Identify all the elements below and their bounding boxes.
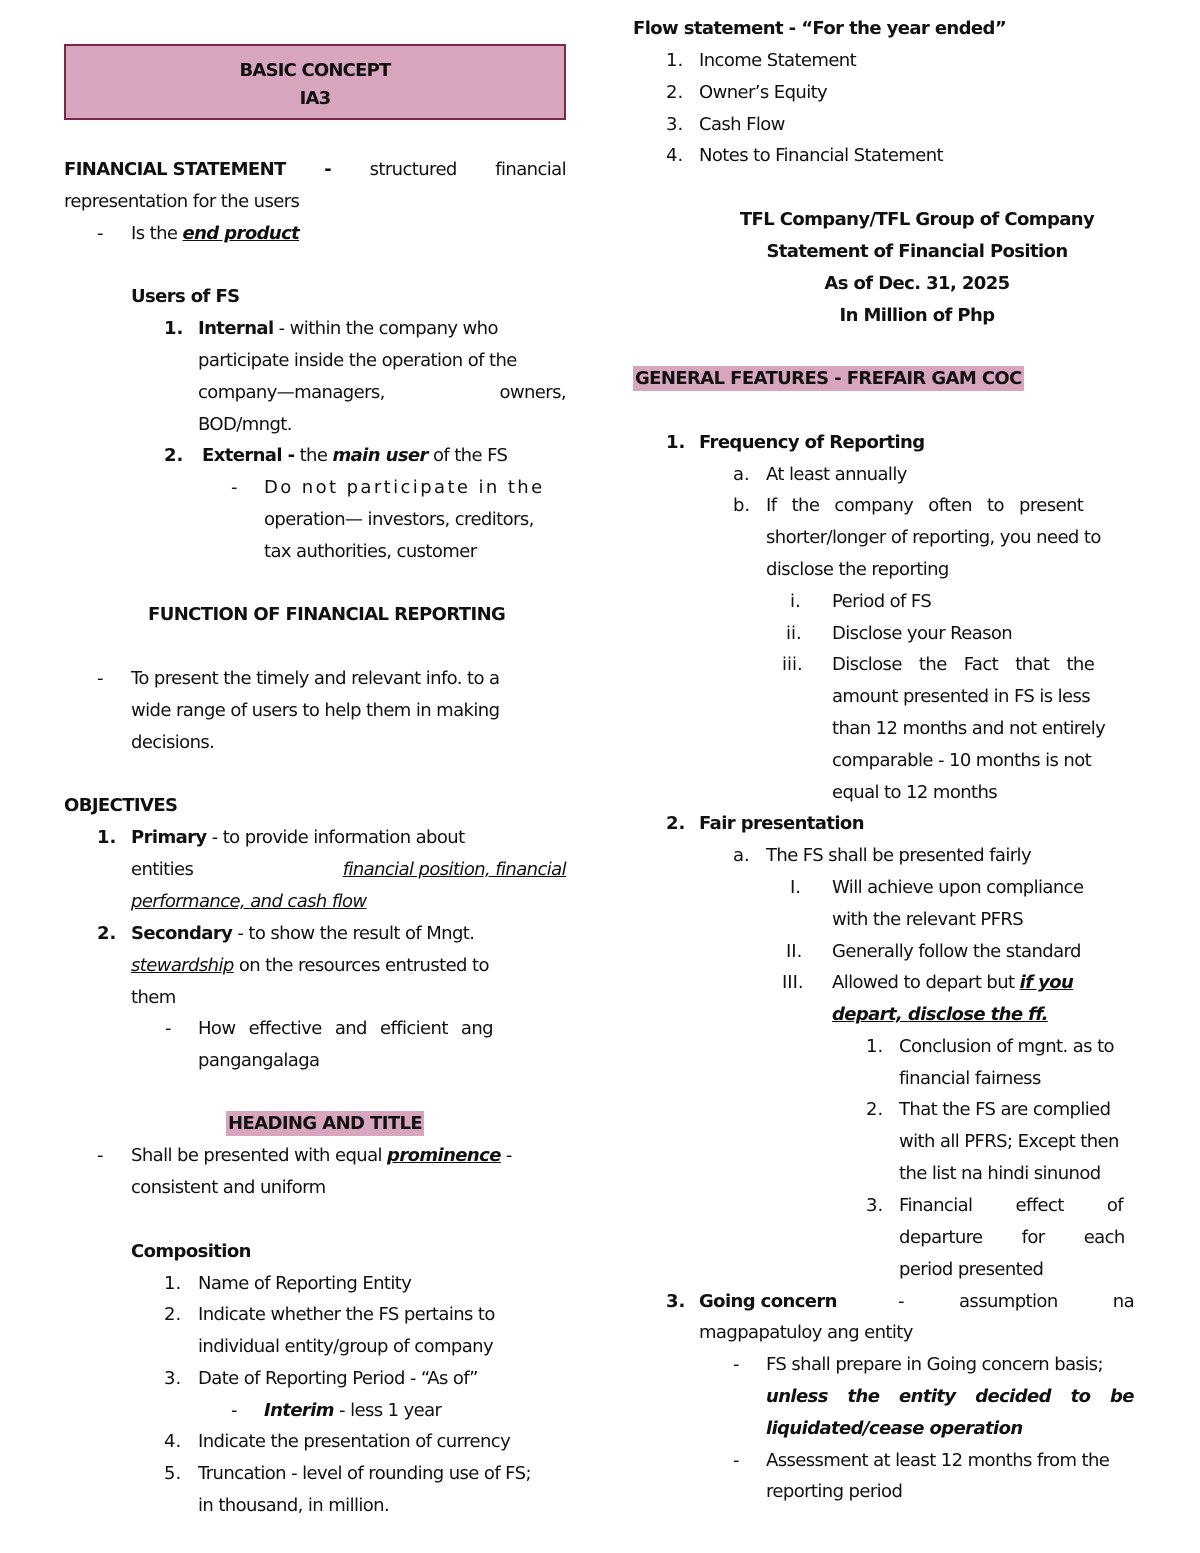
- end-product-line: [131, 218, 299, 250]
- secondary-line-3: them: [131, 987, 176, 1008]
- external-mid: the: [294, 445, 333, 466]
- fs-word-financial: financial: [495, 159, 566, 180]
- list-roman: i.: [790, 591, 801, 612]
- freq-b-item-cont: amount presented in FS is less: [832, 686, 1091, 707]
- secondary-line-2: [131, 950, 489, 982]
- going-b1-line-3: liquidated/cease operation: [766, 1418, 1023, 1439]
- general-features-heading: [633, 363, 1024, 395]
- depart-item: Conclusion of mgnt. as to: [899, 1036, 1114, 1057]
- external-sub-line-2: operation— investors, creditors,: [264, 509, 534, 530]
- list-number: 2.: [666, 82, 684, 103]
- freq-b-line-1: If the company often to present: [766, 495, 1084, 516]
- list-number: 1.: [164, 1273, 182, 1294]
- primary-emph-1: financial position, financial: [342, 859, 566, 880]
- fair-depart-pre: Allowed to depart but: [832, 972, 1020, 993]
- list-roman: iii.: [782, 654, 803, 675]
- fair-a-text: The FS shall be presented fairly: [766, 845, 1032, 866]
- fair-depart-emph-1: if you: [1019, 972, 1074, 993]
- going-b2-line-2: reporting period: [766, 1481, 903, 1502]
- list-number: 2.: [164, 445, 184, 466]
- internal-rest: - within the company who: [273, 318, 498, 339]
- depart-item: Financial effect of: [899, 1195, 1123, 1216]
- freq-a-text: At least annually: [766, 464, 907, 485]
- external-sub-line-1: Do not participate in the: [264, 477, 545, 498]
- external-term: External -: [202, 445, 295, 466]
- list-number: 2.: [97, 923, 117, 944]
- general-features-highlight: GENERAL FEATURES - FREFAIR GAM COC: [635, 368, 1022, 389]
- primary-line-2: [131, 854, 566, 886]
- secondary-term: Secondary: [131, 923, 233, 944]
- external-sub-line-3: tax authorities, customer: [264, 541, 477, 562]
- list-number: 2.: [164, 1304, 182, 1325]
- composition-item: Indicate the presentation of currency: [198, 1431, 511, 1452]
- prominence-post: -: [500, 1145, 512, 1166]
- composition-item: Truncation - level of rounding use of FS;: [198, 1463, 531, 1484]
- heading-title-heading: [226, 1108, 424, 1140]
- bullet: -: [733, 1354, 740, 1375]
- list-number: 2.: [866, 1099, 884, 1120]
- composition-item: Name of Reporting Entity: [198, 1273, 412, 1294]
- freq-title: Frequency of Reporting: [699, 432, 925, 453]
- list-letter: a.: [733, 845, 750, 866]
- primary-line-1: [131, 822, 465, 854]
- list-number: 3.: [866, 1195, 884, 1216]
- going-term: Going concern: [699, 1291, 837, 1312]
- fs-definition-line-1: [64, 154, 566, 186]
- list-roman: I.: [790, 877, 802, 898]
- title-box: [64, 44, 566, 120]
- secondary-stewardship: stewardship: [131, 955, 234, 976]
- internal-line-1: [198, 313, 566, 345]
- going-b1-line-2: unless the entity decided to be: [766, 1386, 1134, 1407]
- list-number: 2.: [666, 813, 686, 834]
- end-product-emph: end product: [182, 223, 300, 244]
- function-line-1: To present the timely and relevant info. to a: [131, 668, 500, 689]
- depart-item-cont: financial fairness: [899, 1068, 1041, 1089]
- prominence-emph: prominence: [387, 1145, 501, 1166]
- list-number: 1.: [666, 50, 684, 71]
- fair-item: [832, 967, 1073, 999]
- secondary-line-1: [131, 918, 474, 950]
- secondary-l2-rest: on the resources entrusted to: [233, 955, 489, 976]
- depart-item: That the FS are complied: [899, 1099, 1111, 1120]
- secondary-rest: - to show the result of Mngt.: [232, 923, 475, 944]
- secondary-sub-line-2: pangangalaga: [198, 1050, 320, 1071]
- sfp-line-2: Statement of Financial Position: [766, 241, 1068, 262]
- composition-item: Indicate whether the FS pertains to: [198, 1304, 495, 1325]
- external-tail: of the FS: [427, 445, 508, 466]
- freq-b-item: Disclose your Reason: [832, 623, 1013, 644]
- depart-item-cont: departure for each: [899, 1227, 1125, 1248]
- interim-line: [264, 1395, 441, 1427]
- fs-word-structured: structured: [369, 159, 457, 180]
- prominence-line-2: consistent and uniform: [131, 1177, 326, 1198]
- external-emph: main user: [332, 445, 428, 466]
- external-line: [202, 440, 507, 472]
- list-number: 1.: [97, 827, 117, 848]
- freq-b-item: Disclose the Fact that the: [832, 654, 1095, 675]
- heading-title-highlight: HEADING AND TITLE: [228, 1113, 423, 1134]
- internal-line-3: [198, 377, 566, 409]
- secondary-sub-line-1: How effective and efficient ang: [198, 1018, 493, 1039]
- fs-definition-line-2: representation for the users: [64, 191, 300, 212]
- composition-heading: Composition: [131, 1241, 251, 1262]
- fair-depart-emph-2: depart, disclose the ff.: [832, 1004, 1048, 1025]
- title-line-2: IA3: [299, 88, 331, 109]
- title-line-1: BASIC CONCEPT: [239, 60, 391, 81]
- end-product-pre: Is the: [131, 223, 183, 244]
- composition-item: Date of Reporting Period - “As of”: [198, 1368, 478, 1389]
- list-number: 3.: [666, 1291, 686, 1312]
- going-rest: - assumption na: [897, 1291, 1134, 1312]
- composition-item-cont: in thousand, in million.: [198, 1495, 390, 1516]
- statement-item: Cash Flow: [699, 114, 785, 135]
- list-number: 1.: [164, 318, 184, 339]
- internal-line-2: participate inside the operation of the: [198, 350, 517, 371]
- going-line-2: magpapatuloy ang entity: [699, 1322, 913, 1343]
- going-b1-line-1: FS shall prepare in Going concern basis;: [766, 1354, 1103, 1375]
- list-roman: III.: [782, 972, 804, 993]
- list-roman: II.: [786, 941, 803, 962]
- statement-item: Owner’s Equity: [699, 82, 828, 103]
- bullet: -: [165, 1018, 172, 1039]
- function-line-2: wide range of users to help them in making: [131, 700, 500, 721]
- list-number: 1.: [666, 432, 686, 453]
- fair-item-cont: with the relevant PFRS: [832, 909, 1024, 930]
- list-number: 4.: [164, 1431, 182, 1452]
- freq-b-line-2: shorter/longer of reporting, you need to: [766, 527, 1101, 548]
- sfp-line-1: TFL Company/TFL Group of Company: [739, 209, 1095, 230]
- sfp-line-3: As of Dec. 31, 2025: [824, 273, 1010, 294]
- composition-item-cont: individual entity/group of company: [198, 1336, 494, 1357]
- depart-item-cont: period presented: [899, 1259, 1044, 1280]
- prominence-pre: Shall be presented with equal: [131, 1145, 388, 1166]
- internal-term: Internal: [198, 318, 274, 339]
- internal-line-4: BOD/mngt.: [198, 414, 292, 435]
- sfp-line-4: In Million of Php: [839, 305, 995, 326]
- freq-b-line-3: disclose the reporting: [766, 559, 949, 580]
- prominence-line-1: [131, 1140, 512, 1172]
- bullet: -: [97, 223, 104, 244]
- statement-item: Notes to Financial Statement: [699, 145, 943, 166]
- primary-line-3: performance, and cash flow: [131, 891, 367, 912]
- bullet: -: [231, 477, 238, 498]
- internal-line-3a: company—managers,: [198, 382, 385, 403]
- list-number: 3.: [666, 114, 684, 135]
- objectives-heading: OBJECTIVES: [64, 795, 178, 816]
- interim-rest: - less 1 year: [333, 1400, 442, 1421]
- freq-b-item-cont: comparable - 10 months is not: [832, 750, 1092, 771]
- freq-b-item-cont: than 12 months and not entirely: [832, 718, 1106, 739]
- bullet: -: [97, 668, 104, 689]
- primary-term: Primary: [131, 827, 207, 848]
- primary-entities: entities: [131, 859, 194, 880]
- list-roman: ii.: [786, 623, 802, 644]
- freq-b-item: Period of FS: [832, 591, 932, 612]
- primary-rest: - to provide information about: [206, 827, 465, 848]
- depart-item-cont: with all PFRS; Except then: [899, 1131, 1119, 1152]
- list-number: 1.: [866, 1036, 884, 1057]
- list-number: 3.: [164, 1368, 182, 1389]
- function-heading: FUNCTION OF FINANCIAL REPORTING: [148, 604, 506, 625]
- fs-dash: -: [324, 159, 332, 180]
- fair-item: Will achieve upon compliance: [832, 877, 1084, 898]
- list-number: 5.: [164, 1463, 182, 1484]
- list-letter: b.: [733, 495, 751, 516]
- bullet: -: [231, 1400, 238, 1421]
- fair-title: Fair presentation: [699, 813, 864, 834]
- interim-term: Interim: [264, 1400, 334, 1421]
- bullet: -: [733, 1450, 740, 1471]
- list-letter: a.: [733, 464, 750, 485]
- fs-term: FINANCIAL STATEMENT: [64, 159, 286, 180]
- fair-item: Generally follow the standard: [832, 941, 1081, 962]
- depart-item-cont: the list na hindi sinunod: [899, 1163, 1101, 1184]
- users-heading: Users of FS: [131, 286, 240, 307]
- function-line-3: decisions.: [131, 732, 215, 753]
- going-b2-line-1: Assessment at least 12 months from the: [766, 1450, 1110, 1471]
- freq-b-item-cont: equal to 12 months: [832, 782, 998, 803]
- going-line-1: [699, 1286, 1134, 1318]
- bullet: -: [97, 1145, 104, 1166]
- internal-line-3b: owners,: [499, 382, 566, 403]
- list-number: 4.: [666, 145, 684, 166]
- flow-heading: Flow statement - “For the year ended”: [633, 18, 1007, 39]
- statement-item: Income Statement: [699, 50, 857, 71]
